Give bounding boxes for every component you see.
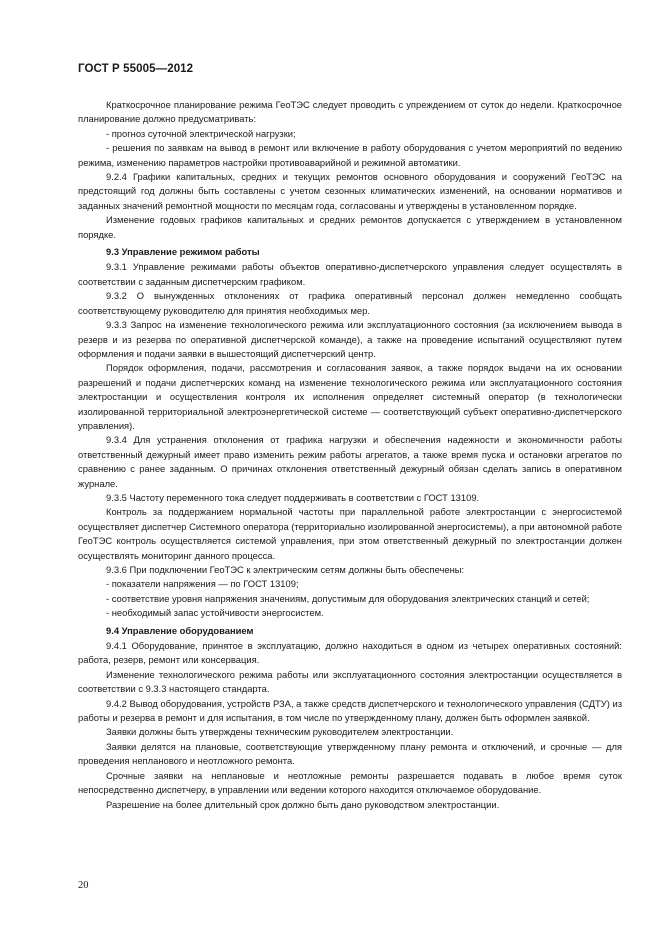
section-heading-9-3: 9.3 Управление режимом работы <box>106 246 260 258</box>
clause-9-3-3: 9.3.3 Запрос на изменение технологического режима или эксплуатационного состояния (за исключением вывода в резерв и из резерва по оперативной диспетчерской команде), а также на проведение испытаний осуществляют путем оформления и подачи заявки в вышестоящий диспетчерский центр. <box>78 319 622 359</box>
list-item: - решения по заявкам на вывод в ремонт или включение в работу оборудования с учетом мероприятий по ведению режима, изменению параметров настройки противоаварийной и режимной автоматики. <box>78 142 622 168</box>
paragraph: Краткосрочное планирование режима ГеоТЭС следует проводить с упреждением от суток до недели. Краткосрочное планирование должно предусматривать: <box>78 99 622 125</box>
paragraph: Заявки делятся на плановые, соответствующие утвержденному плану ремонта и отключений, и срочные — для проведения непланового и неотложного ремонта. <box>78 740 622 767</box>
paragraph: Изменение годовых графиков капитальных и средних ремонтов допускается с утверждением в установленном порядке. <box>78 214 622 240</box>
paragraph: Контроль за поддержанием нормальной частоты при параллельной работе электростанции с энергосистемой осуществляет диспетчер Системного оператора (территориально изолированной энергосистемы), а при автономной работе ГеоТЭС контроль осуществляется системой управления, при этом ответственный дежурный по электростанции должен осуществлять мониторинг данного процесса. <box>78 506 622 561</box>
paragraph: Разрешение на более длительный срок должно быть дано руководством электростанции. <box>106 798 500 810</box>
clause-9-2-4: 9.2.4 Графики капитальных, средних и текущих ремонтов основного оборудования и сооружений ГеоТЭС на предстоящий год должны быть составлены с учетом сезонных климатических изменений, на основании нормативов и заданных значений ремонтной мощности по месяцам года, согласованы и утверждены в установленном порядке. <box>78 171 622 211</box>
paragraph: Порядок оформления, подачи, рассмотрения и согласования заявок, а также порядок выдачи на их основании разрешений и подачи диспетчерских команд на изменение технологического режима или эксплуатационного состояния электростанции и осуществления контроля их исполнения определяет системный оператор (в технологически изолированной территориальной электроэнергетической системе — соответствующий субъект оперативно-диспетчерского управления). <box>78 362 622 431</box>
clause-9-4-1: 9.4.1 Оборудование, принятое в эксплуатацию, должно находиться в одном из четырех оперативных состояний: работа, резерв, ремонт или консервация. <box>78 640 622 666</box>
paragraph: Срочные заявки на неплановые и неотложные ремонты разрешается подавать в любое время суток непосредственно диспетчеру, в управлении или ведении которого находится отключаемое оборудование. <box>78 769 622 796</box>
clause-9-3-1: 9.3.1 Управление режимами работы объектов оперативно-диспетчерского управления следует осуществлять в соответствии с заданным диспетчерским графиком. <box>78 261 622 287</box>
list-item: - соответствие уровня напряжения значениям, допустимым для оборудования электрических станций и сетей; <box>106 592 590 604</box>
paragraph: Заявки должны быть утверждены техническим руководителем электростанции. <box>106 726 454 738</box>
clause-9-4-2: 9.4.2 Вывод оборудования, устройств РЗА, а также средств диспетчерского и технологического управления (СДТУ) из работы и резерва в ремонт и для испытания, в том числе по утвержденному плану, должен быть оформлен заявкой. <box>78 697 622 724</box>
clause-9-3-5: 9.3.5 Частоту переменного тока следует поддерживать в соответствии с ГОСТ 13109. <box>106 491 480 503</box>
page-number: 20 <box>78 880 89 891</box>
list-item: - показатели напряжения — по ГОСТ 13109; <box>106 578 299 590</box>
document-body <box>78 98 622 812</box>
clause-9-3-4: 9.3.4 Для устранения отклонения от графика нагрузки и обеспечения надежности и экономичности работы ответственный дежурный имеет право изменить режим работы агрегатов, а также время пуска и остановки агрегатов по сравнению с ранее заданным. О причинах отклонения ответственный дежурный обязан сделать запись в оперативном журнале. <box>78 434 622 489</box>
clause-9-3-2: 9.3.2 О вынужденных отклонениях от графика оперативный персонал должен немедленно сообщать соответствующему руководителю для принятия необходимых мер. <box>78 290 622 316</box>
clause-9-3-6: 9.3.6 При подключении ГеоТЭС к электрическим сетям должны быть обеспечены: <box>106 564 465 575</box>
list-item: - прогноз суточной электрической нагрузки; <box>106 127 296 139</box>
section-heading-9-4: 9.4 Управление оборудованием <box>106 624 254 636</box>
paragraph: Изменение технологического режима работы или эксплуатационного состояния электростанции осуществляется в соответствии с 9.3.3 настоящего стандарта. <box>78 668 622 695</box>
document-code-header: ГОСТ Р 55005—2012 <box>78 63 194 75</box>
list-item: - необходимый запас устойчивости энергосистем. <box>106 607 324 619</box>
